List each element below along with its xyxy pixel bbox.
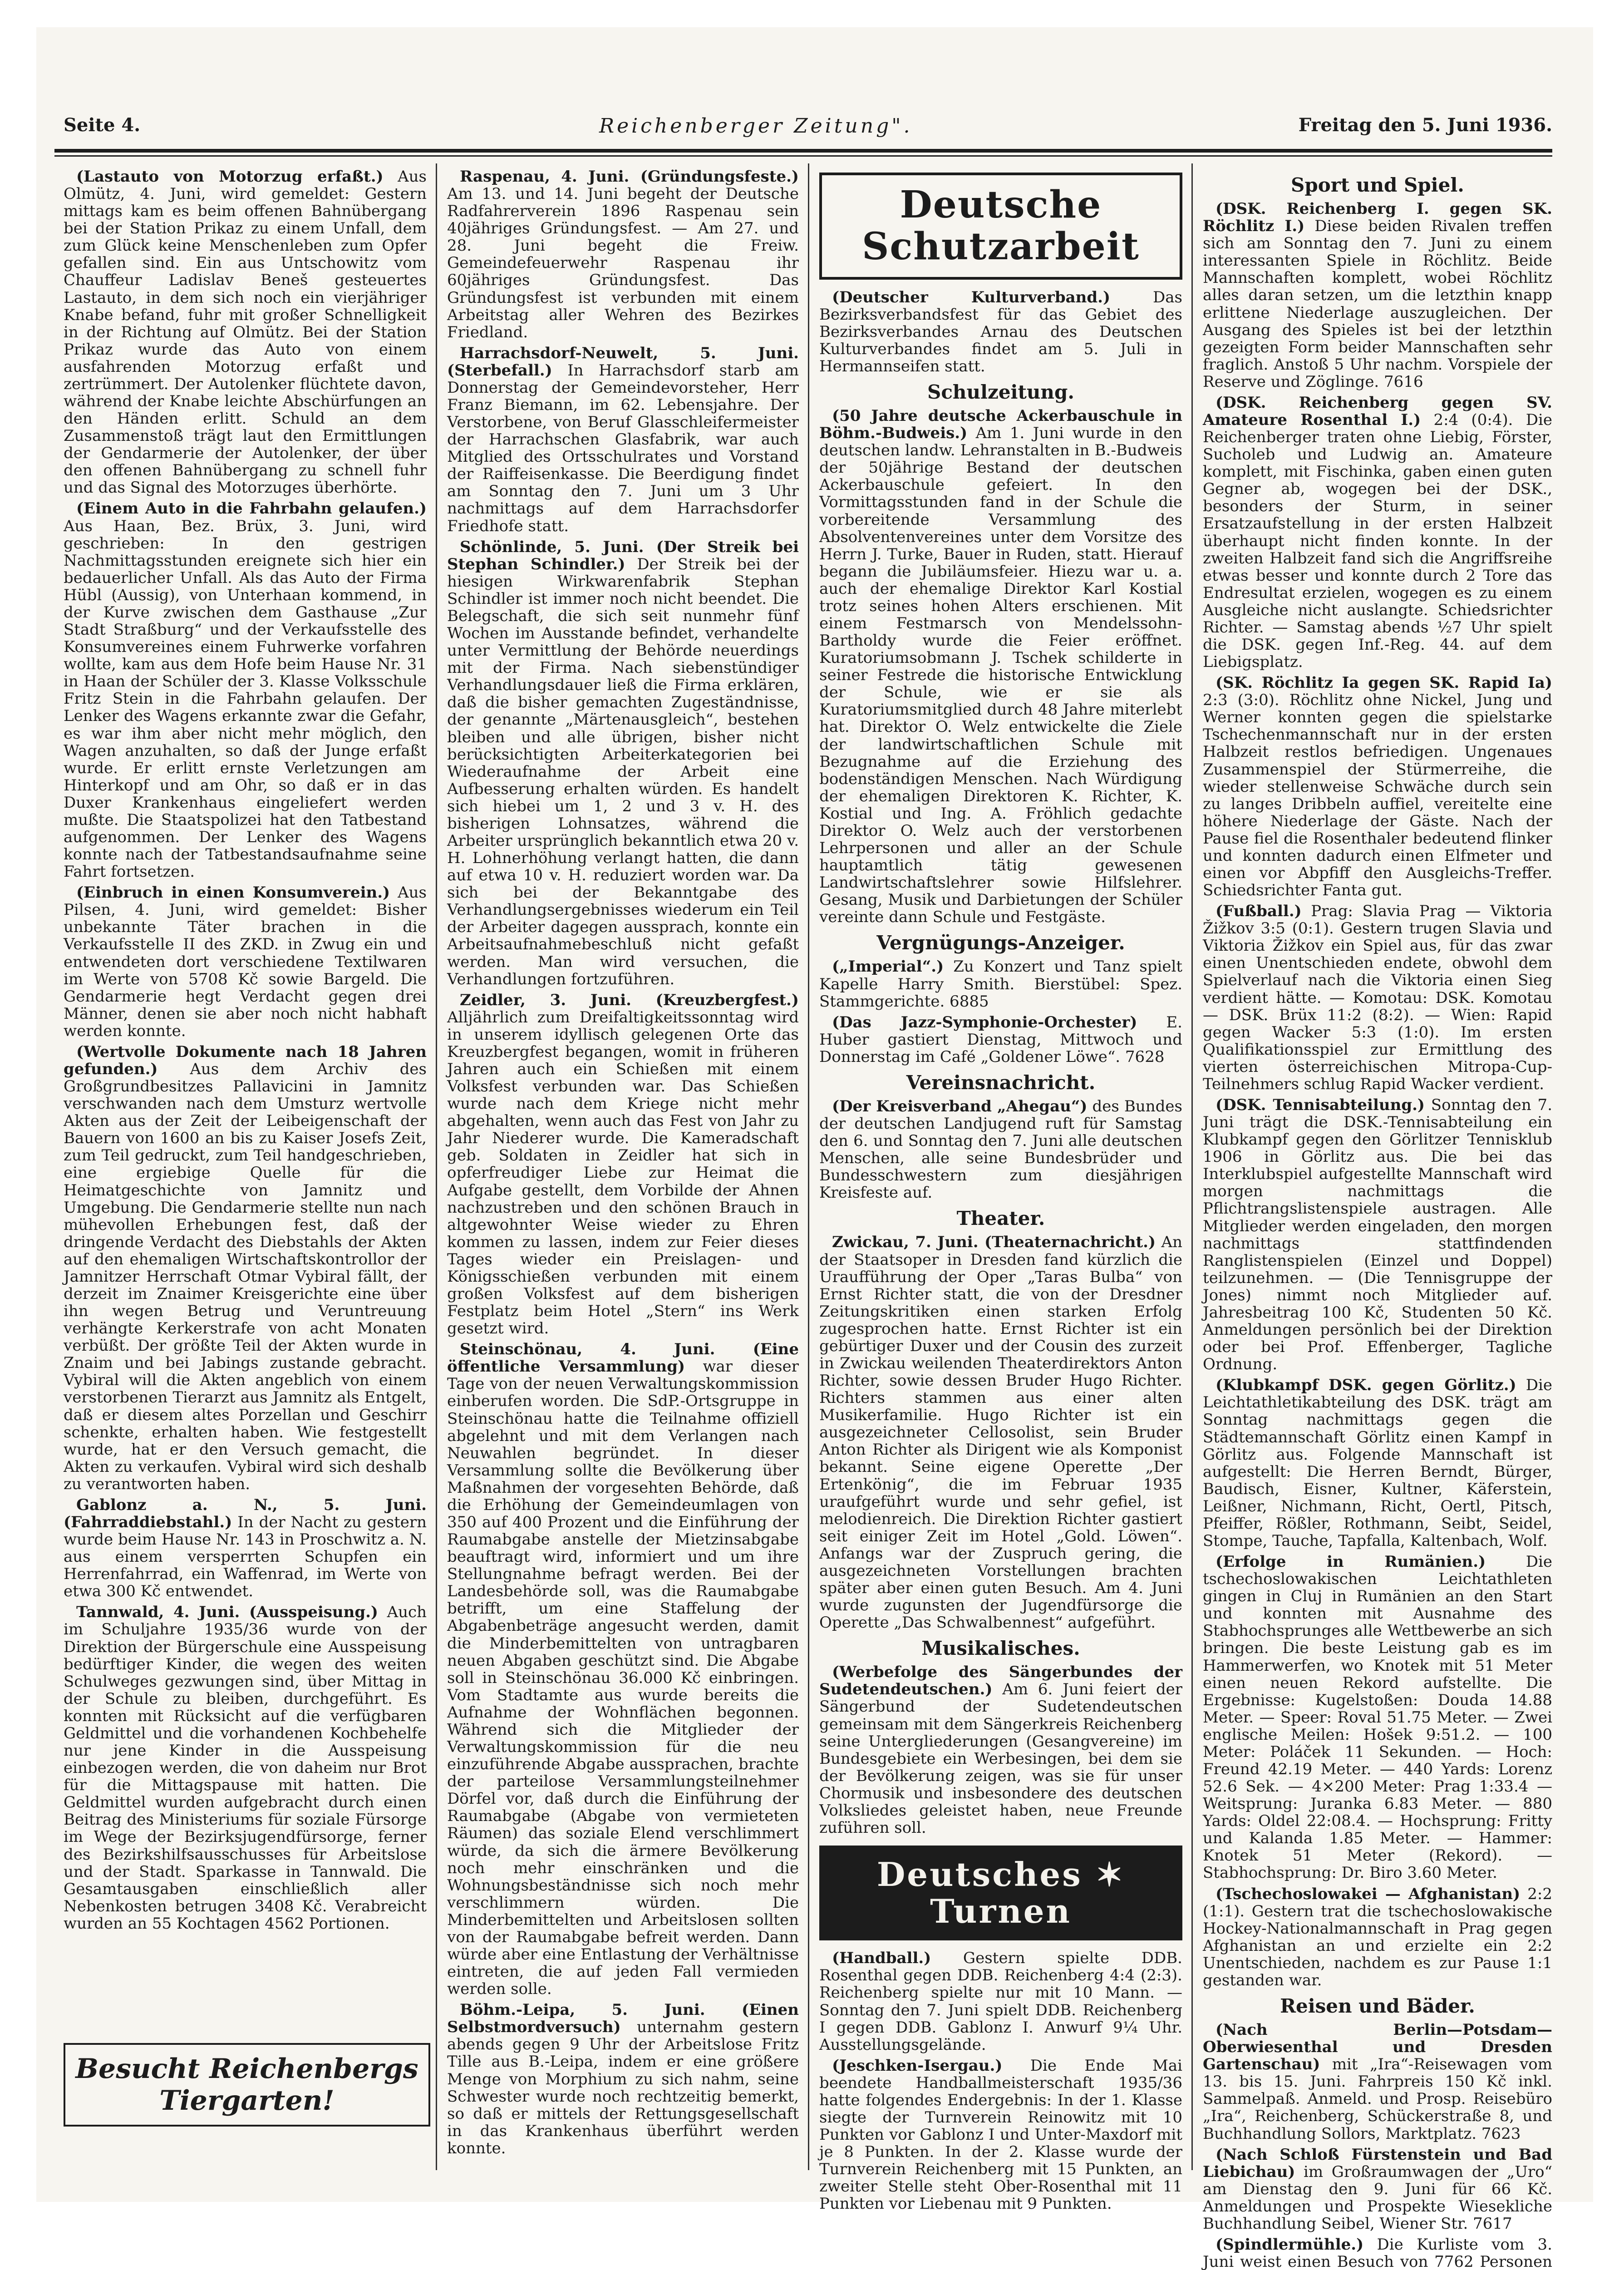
article-lead: (DSK. Reichenberg gegen SV. Amateure Rosenthal I.): [1203, 393, 1552, 429]
section-heading: Theater.: [956, 1207, 1045, 1230]
article-text: 2:3 (3:0). Röchlitz ohne Nickel, Jung und Werner konnten gegen die spielstarke Tschechenmannschaft nur in der ersten Halbzeit restlos befriedigen. Ungenaues Zusammenspiel der Stürmerreihe, die wieder stellenweise Schwäche durch sein zu langes Dribbeln auffiel, vereitelte eine höhere Niederlage der Gäste. Nach der Pause fiel die Rosenthaler bedeutend flinker und konnten dadurch einen Elfmeter und einen vor Abpfiff den Ausgleichs-Treffer. Schiedsrichter Fanta gut.: [1203, 691, 1552, 900]
article-lead: Gablonz a. N., 5. Juni. (Fahrraddiebstahl.): [64, 1495, 427, 1532]
article-lead: Raspenau, 4. Juni. (Gründungsfeste.): [460, 168, 799, 186]
section-heading: Schulzeitung.: [927, 381, 1074, 404]
article-text: Zu Konzert und Tanz spielt Kapelle Harry Smith. Bierstübel: Spez. Stammgerichte. 6885: [819, 957, 1182, 1011]
article-lead: (Einem Auto in die Fahrbahn gelaufen.): [76, 499, 427, 518]
article: [819, 1014, 1182, 1066]
article-text: Alljährlich zum Dreifaltigkeitssonntag wird in unserem idyllisch gelegenen Orte das Kreuzbergfest begangen, womit in früheren Jahren auch ein Schießen mit einem Volksfest verbunden war. Das Schießen wurde nach dem Kriege nicht mehr abgehalten, wenn auch das Fest von Jahr zu Jahr Niederer wurde. Die Kameradschaft geb. Soldaten in Zeidler hat sich in opferfreudiger Liebe zur Heimat die Aufgabe gestellt, dem Vorbilde der Ahnen nachzustreben und den schönen Brauch in altgewohnter Weise wieder zu Ehren kommen zu lassen, indem zur Feier dieses Tages wieder ein Preislagen- und Königsschießen verbunden mit einem großen Volksfest auf dem bisherigen Festplatz beim Hotel „Stern“ ins Werk gesetzt wird.: [447, 1008, 799, 1338]
turnen-banner: Deutsches ✶ Turnen: [819, 1846, 1182, 1940]
section-heading: Sport und Spiel.: [1291, 174, 1464, 196]
article: [64, 168, 427, 496]
article: [447, 2001, 799, 2157]
article-text: Die tschechoslowakischen Leichtathleten gingen in Cluj in Rumänien an den Start und konnten mit Ausnahme des Stabhochsprunges alle Wettbewerbe an sich bringen. Die beste Leistung gab es im Hammerwerfen, wo Knotek mit 51 Meter einen neuen Rekord aufstellte. Die Ergebnisse: Kugelstoßen: Douda 14.88 Meter. — Speer: Roval 51.75 Meter. — Zwei englische Meilen: Hošek 9:51.2. — 100 Meter: Poláček 11 Sekunden. — Hoch: Freund 42.19 Meter. — 440 Yards: Lorenz 52.6 Sek. — 4×200 Meter: Prag 1:33.4 — Weitsprung: Juranka 6.83 Meter. — 880 Yards: Oldel 22:08.4. — Hochsprung: Fritty und Kalanda 1.85 Meter. — Hammer: Knotek 51 Meter (Rekord). — Stabhochsprung: Dr. Biro 3.60 Meter.: [1203, 1553, 1553, 1882]
article-lead: (DSK. Tennisabteilung.): [1216, 1096, 1425, 1115]
article-text: In der Nacht zu gestern wurde beim Hause Nr. 143 in Proschwitz a. N. aus einem versperrten Schupfen ein Herrenfahrrad, ein Waffenrad, im Werte von etwa 300 Kč entwendet.: [64, 1513, 427, 1601]
article-text: war dieser Tage von der neuen Verwaltungskommission einberufen worden. Die SdP.-Ortsgruppe in Steinschönau hatte die Teilnahme offiziell abgelehnt und mit dem Verlangen nach Neuwahlen begründet. In dieser Versammlung sollte die Bevölkerung über Maßnahmen der vorgesehten Behörde, daß die Erhöhung der Gemeindeumlagen von 350 auf 400 Prozent und die Einführung der Raumabgabe anstelle der Mietzinsabgabe beauftragt wird, informiert und um ihre Stellungnahme befragt werden. Bei der Landesbehörde soll, was die Raumabgabe betrifft, um eine Staffelung der Abgabenbeträge angesucht werden, damit die Minderbemittelten von untragbaren neuen Abgaben geschützt sind. Die Abgabe soll in Steinschönau 36.000 Kč einbringen. Vom Stadtamte aus wurde bereits die Aufnahme der Wohnflächen begonnen. Während sich die Mitglieder der Verwaltungskommission für die neu einzuführende Abgabe aussprachen, brachte der parteilose Versammlungsteilnehmer Dörfel vor, daß durch die Einführung der Raumabgabe (Abgabe von vermieteten Räumen) das soziale Elend verschlimmert würde, da sich die ärmere Bevölkerung noch mehr einschränken und die Wohnungsbeständnisse sich noch mehr verschlimmern würden. Die Minderbemittelten und Arbeitslosen sollten von der Raumabgabe befreit werden. Dann würde aber eine Entlastung der Verhältnisse eintreten, die auf jeden Fall vermieden werden solle.: [447, 1357, 799, 1999]
article-lead: Zeidler, 3. Juni. (Kreuzbergfest.): [460, 991, 799, 1009]
article-text: Am 1. Juni wurde in den deutschen landw. Lehranstalten in B.-Budweis der 50jährige Bestand der deutschen Ackerbauschule gefeiert. In den Vormittagsstunden fand in der Schule die vorbereitende Versammlung des Absolventenvereines unter dem Vorsitze des Herrn J. Turke, Bauer in Ruden, statt. Hierauf begann die Jubiläumsfeier. Hiezu war u. a. auch der ehemalige Direktor Karl Kostial trotz seines hohen Alters erschienen. Mit einem Festmarsch von Mendelssohn-Bartholdy wurde die Feier eröffnet. Kuratoriumsobmann J. Tschek schilderte in seiner Festrede die historische Entwicklung der Schule, wie er sie als Kuratoriumsmitglied durch 48 Jahre miterlebt hat. Direktor O. Welz entwickelte die Ziele der landwirtschaftlichen Schule mit Bezugnahme auf die Erziehung des bodenständigen Menschen. Nach Würdigung der ehemaligen Direktoren K. Richter, K. Kostial und Ing. A. Fröhlich gedachte Direktor O. Welz auch der verstorbenen Lehrpersonen und aller an der Schule hauptamtlich tätig gewesenen Landwirtschaftslehrer sowie Hilfslehrer. Gesang, Musik und Darbietungen der Schüler vereinte dann Schule und Festgäste.: [819, 424, 1182, 927]
article-text: im Großraumwagen der „Uro“ am Dienstag den 9. Juni für 66 Kč. Anmeldungen und Prospekte Wiesekliche Buchhandlung Seibel, Wiener Str. 7617: [1203, 2162, 1552, 2233]
section-heading: Vergnügungs-Anzeiger.: [876, 932, 1125, 954]
article: [64, 884, 427, 1040]
article-text: Sonntag den 7. Juni trägt die DSK.-Tennisabteilung ein Klubkampf gegen den Görlitzer Tennisklub 1906 in Görlitz aus. Die bei das Interklubspiel aufgestellte Mannschaft wird morgen nachmittags die Pflichtrangslistenspiele austragen. Alle Mitglieder werden eingeladen, den morgen nachmittags stattfindenden Ranglistenspielen (Einzel und Doppel) teilzunehmen. — (Die Tennisgruppe der Jones) nimmt noch Mitglieder auf. Jahresbeitrag 100 Kč, Studenten 50 Kč. Anmeldungen persönlich bei der Direktion oder bei Prof. Effenberger, Tagliche Ordnung.: [1203, 1096, 1552, 1374]
tiergarten-banner: Besucht Reichenbergs Tiergarten!: [64, 2043, 430, 2127]
article-text: des Bundes der deutschen Landjugend ruft für Samstag den 6. und Sonntag den 7. Juni alle deutschen Menschen, alle seine Bundesbrüder und Bundesschwestern zum diesjährigen Kreisfeste auf.: [819, 1097, 1183, 1202]
article-lead: (Wertvolle Dokumente nach 18 Jahren gefunden.): [64, 1042, 427, 1078]
article: (Deutscher Kulturverband.) Das Bezirksverbandsfest für das Gebiet des Bezirksverbandes Arnau des Deutschen Kulturverbandes findet am 5. Juli in Hermannseifen statt.: [819, 288, 1183, 375]
article: [1203, 1377, 1552, 1550]
article-lead: Tannwald, 4. Juni. (Ausspeisung.): [76, 1603, 379, 1622]
article: [447, 345, 799, 535]
article-lead: (Tschechoslowakei — Afghanistan): [1216, 1885, 1521, 1903]
article-text: Am 13. und 14. Juni begeht der Deutsche Radfahrerverein 1896 Raspenau sein 40jähriges Gründungsfest. — Am 27. und 28. Juni begeht die Freiw. Gemeindefeuerwehr Raspenau ihr 60jähriges Gründungsfest. Das Gründungsfest ist verbunden mit einem Arbeitstag aller Wehren des Bezirkes Friedland.: [447, 185, 799, 341]
article: [1203, 2236, 1552, 2270]
article: [1203, 1553, 1552, 1881]
article-lead: (Fußball.): [1216, 902, 1302, 921]
page-number: Seite 4.: [64, 114, 141, 136]
article-text: 2:4 (0:4). Die Reichenberger traten ohne Liebig, Förster, Sucholeb und Ludwig an. Amateure komplett, mit Fischinka, gaben einen guten Gegner ab, wogegen bei der DSK., besonders der Sturm, in seiner Ersatzaufstellung in der ersten Halbzeit überhaupt nicht finden konnte. In der zweiten Halbzeit fand sich die Angriffsreihe etwas besser und konnte durch 2 Tore das Endresultat erzielen, wogegen es zu einem Ausgleiche nicht auslangte. Schiedsrichter Richter. — Samstag abends ½7 Uhr spielt die DSK. gegen Inf.-Reg. 44. auf dem Liebigsplatz.: [1203, 410, 1552, 671]
article: [1203, 394, 1552, 671]
article-lead: (Klubkampf DSK. gegen Görlitz.): [1216, 1376, 1516, 1395]
article: [819, 1234, 1182, 1631]
article-text: Der Streik bei der hiesigen Wirkwarenfabrik Stephan Schindler ist immer noch nicht beendet. Die Belegschaft, die sich seit nunmehr fünf Wochen im Ausstande befindet, verhandelte unter Vermittlung der Behörde neuerdings mit der Firma. Nach siebenstündiger Verhandlungsdauer ließ die Firma erklären, daß die bisher gemachten Zugeständnisse, der genannte „Märtenausgleich“, bestehen bleiben und alle übrigen, bisher nicht berücksichtigten Arbeiterkategorien bei Wiederaufnahme der Arbeit eine Aufbesserung erhalten würden. Es handelt sich hiebei um 1, 2 und 3 v. H. des bisherigen Lohnsatzes, während die Arbeiter ursprünglich bekanntlich etwa 20 v. H. Lohnerhöhung verlangt hatten, die dann auf etwa 10 v. H. reduziert worden war. Da sich bei der Bekanntgabe des Verhandlungsergebnisses wiederum ein Teil der Arbeiter dagegen aussprach, konnte ein Arbeitsaufnahmebeschluß nicht gefaßt werden. Man wird versuchen, die Verhandlungen fortzuführen.: [447, 555, 799, 988]
column-divider: [436, 163, 437, 2170]
article-text: Die Leichtathletikabteilung des DSK. trägt am Sonntag nachmittags gegen die Städtemannschaft Görlitz einen Kampf in Görlitz aus. Folgende Mannschaft ist aufgestellt: Die Herren Berndt, Bürger, Baudisch, Eisner, Kultner, Käferstein, Leißner, Nichmann, Richt, Oertl, Pitsch, Pfeiffer, Rößler, Rothmann, Seibt, Seidel, Stompe, Tauche, Tapfalla, Kaltenbach, Wolf.: [1203, 1376, 1553, 1550]
column-divider: [1191, 163, 1193, 2170]
section-heading: Vereinsnachricht.: [906, 1071, 1096, 1094]
column-divider: [808, 163, 809, 2170]
article-lead: (Das Jazz-Symphonie-Orchester): [832, 1013, 1137, 1031]
article-lead: (Handball.): [832, 1949, 931, 1968]
article: [819, 1098, 1182, 1201]
article-lead: („Imperial“.): [832, 957, 944, 976]
page-header: [54, 114, 1552, 146]
article: [447, 992, 799, 1337]
article-text: Aus Pilsen, 4. Juni, wird gemeldet: Bisher unbekannte Täter brachen in die Verkaufsstelle II des ZKD. in Zwug ein und entwendeten dort verschiedene Textilwaren im Werte von 5708 Kč sowie Bargeld. Die Gendarmerie hegt Verdacht gegen drei Männer, denen sie aber noch nicht habhaft werden konnte.: [64, 883, 427, 1040]
article-lead: (50 Jahre deutsche Ackerbauschule in Böhm.-Budweis.): [819, 407, 1182, 443]
article-lead: Böhm.-Leipa, 5. Juni. (Einen Selbstmordversuch): [447, 2001, 799, 2037]
article: [1203, 2021, 1552, 2142]
article-text: Die Kurliste vom 3. Juni weist einen Besuch von 7762 Personen: [1203, 2235, 1552, 2270]
article: [447, 168, 799, 341]
article: [1203, 1096, 1552, 1373]
column-1: [64, 168, 427, 2020]
article: [1203, 2146, 1552, 2232]
article-text: 2:2 (1:1). Gestern trat die tschechoslowakische Hockey-Nationalmannschaft in Prag gegen Afghanistan an und erzielte ein 2:2 Unentschieden, nachdem es zur Pause 1:1 gestanden war.: [1203, 1885, 1552, 1989]
article: [819, 1949, 1182, 2053]
article-text: In Harrachsdorf starb am Donnerstag der Gemeindevorsteher, Herr Franz Biemann, im 62. Lebensjahre. Der Verstorbene, von Beruf Glasschleifermeister der Harrachschen Glasfabrik, war auch Mitglied des Ortsschulrates und Vorstand der Raiffeisenkasse. Die Beerdigung findet am Sonntag den 7. Juni um 3 Uhr nachmittags auf dem Harrachsdorfer Friedhofe statt.: [447, 361, 799, 535]
article-lead: (SK. Röchlitz Ia gegen SK. Rapid Ia): [1216, 674, 1552, 692]
article-text: Gestern spielte DDB. Rosenthal gegen DDB. Reichenberg 4:4 (2:3). Reichenberg spielte nur mit 10 Mann. — Sonntag den 7. Juni spielt DDB. Reichenberg I gegen DDB. Gablonz I. Anwurf 9¼ Uhr. Ausstellungsgelände.: [819, 1949, 1182, 2054]
article-text: Am 6. Juni feiert der Sängerbund der Sudetendeutschen gemeinsam mit dem Sängerkreis Reichenberg seine Untergliederungen (Gesangvereine) im Bundesgebiete ein Werbesingen, bei dem sie der Bevölkerung zeigen, was sie für unser Chormusik und insbesondere des deutschen Volksliedes geleistet haben, neue Freunde zuführen soll.: [819, 1680, 1182, 1837]
column-2: [447, 168, 799, 2156]
article: [819, 407, 1182, 926]
article: [819, 958, 1182, 1010]
article: [64, 1043, 427, 1493]
article: [64, 500, 427, 880]
article-lead: Harrachsdorf-Neuwelt, 5. Juni. (Sterbefall.): [447, 344, 799, 380]
article-text: Diese beiden Rivalen treffen sich am Sonntag den 7. Juni zu einem interessanten Spiele in Röchlitz. Beide Mannschaften komplett, wobei Röchlitz alles daran setzen, um die letzthin knapp erlittene Niederlage auszugleichen. Der Ausgang des Spieles ist bei der letzthin gezeigten Form beider Mannschaften sehr fraglich. Anstoß 5 Uhr nachm. Vorspiele der Reserve und Zöglinge. 7616: [1203, 217, 1552, 391]
header-rule-thin: [54, 155, 1552, 157]
article: [64, 1604, 427, 1932]
article-text: E. Huber gastiert Dienstag, Mittwoch und Donnerstag im Café „Goldener Löwe“. 7628: [819, 1013, 1182, 1066]
article-lead: (Nach Schloß Fürstenstein und Bad Liebichau): [1203, 2145, 1552, 2181]
column-4: [1203, 168, 1553, 2270]
article-text: Aus dem Archiv des Großgrundbesitzes Pallavicini in Jamnitz verschwanden nach dem Umsturz wertvolle Akten aus der Zeit der Leibeigenschaft der Bauern von 1600 an bis zu Kaiser Josefs Zeit, zum Teil gedruckt, zum Teil handgeschrieben, eine ergiebige Quelle für die Heimatgeschichte von Jamnitz und Umgebung. Die Gendarmerie stellte nun nach mühevollen Erhebungen fest, daß der dringende Verdacht des Diebstahls der Akten auf den ehemaligen Wirtschaftskontrollor der Jamnitzer Herrschaft Otmar Vybiral fällt, der derzeit im Znaimer Kreisgerichte eine über ihn wegen Betrug und Veruntreuung verhängte Kerkerstrafe von acht Monaten verbüßt. Der größte Teil der Akten wurde in Znaim und bei Jabings zustande gebracht. Vybiral will die Akten angeblich von einem verstorbenen Tierarzt aus Jamnitz als Entgelt, daß er diesem altes Porzellan und Geschirr schenkte, erhalten haben. Wie festgestellt wurde, hat er den Versuch gemacht, die Akten zu verkaufen. Vybiral wird sich deshalb zu verantworten haben.: [64, 1060, 427, 1493]
article-lead: (Lastauto von Motorzug erfaßt.): [76, 168, 384, 186]
article-lead: Zwickau, 7. Juni. (Theaternachricht.): [832, 1233, 1156, 1252]
article-lead: (Erfolge in Rumänien.): [1216, 1553, 1486, 1571]
article: [1203, 200, 1552, 390]
article-lead: (Der Kreisverband „Ahegau“): [832, 1097, 1088, 1115]
article-text: Aus Haan, Bez. Brüx, 3. Juni, wird geschrieben: In den gestrigen Nachmittagsstunden ereignete sich hier ein bedauerlicher Unfall. Als das Auto der Firma Hübl (Aussig), von Unterhaan kommend, in der Kurve zwischen dem Gasthause „Zur Stadt Straßburg“ und der Verkaufsstelle des Konsumvereines einem Fuhrwerke vorfahren wollte, kam aus dem Hofe beim Hause Nr. 31 in Haan der Schüler der 3. Klasse Volksschule Fritz Stein in die Fahrbahn gelaufen. Der Lenker des Wagens erkannte zwar die Gefahr, es war ihm aber nicht mehr möglich, den Wagen anzuhalten, so daß der Junge erfaßt wurde. Er erlitt ernste Verletzungen am Hinterkopf und am Ohr, so daß er in das Duxer Krankenhaus eingeliefert werden mußte. Die Staatspolizei hat den Tatbestand aufgenommen. Der Lenker des Wagens konnte nach der Tatbestandsaufnahme seine Fahrt fortsetzen.: [64, 517, 427, 881]
article: [64, 1496, 427, 1600]
article-lead: (Spindlermühle.): [1216, 2235, 1364, 2254]
article: [447, 538, 799, 988]
article-text: mit „Ira“-Reisewagen vom 13. bis 15. Juni. Fahrpreis 150 Kč inkl. Sammelpaß. Anmeld. und Prosp. Reisebüro „Ira“, Reichenberg, Schückerstraße 8, und Buchhandlung Sollors, Marktplatz. 7623: [1203, 2055, 1552, 2143]
article: [819, 2057, 1182, 2213]
article-lead: (DSK. Reichenberg I. gegen SK. Röchlitz I.): [1203, 200, 1552, 236]
article-text: unternahm gestern abends gegen 9 Uhr der Arbeitslose Fritz Tille aus B.-Leipa, indem er eine größere Menge von Morphium zu sich nahm, seine Schwester wurde noch rechtzeitig bemerkt, so daß er mittels der Rettungsgesellschaft in das Krankenhaus überführt werden konnte.: [447, 2018, 799, 2157]
article-lead: (Jeschken-Isergau.): [832, 2056, 1003, 2075]
article-lead: (Einbruch in einen Konsumverein.): [76, 883, 390, 902]
section-heading: Musikalisches.: [921, 1637, 1080, 1660]
article: [1203, 1885, 1552, 1989]
article-text: Aus Olmütz, 4. Juni, wird gemeldet: Gestern mittags kam es beim offenen Bahnübergang bei der Station Prikaz zu einem Unfall, dem zum Glück keine Menschenleben zum Opfer gefallen sind. Ein aus Untschowitz vom Chauffeur Ladislav Beneš gesteuertes Lastauto, in dem sich noch ein vierjähriger Knabe befand, fuhr mit großer Schnelligkeit in der Richtung auf Olmütz. Bei der Station Prikaz wurde das Auto von einem ausfahrenden Motorzug erfaßt und zertrümmert. Der Autolenker flüchtete davon, während der Knabe leichte Abschürfungen an den Händen erlitt. Schuld an dem Zusammenstoß trägt laut den Ermittlungen der Gendarmerie der Autolenker, der über den offenen Bahnübergang zu schnell fuhr und das Signal des Motorzuges überhörte.: [64, 168, 427, 497]
newspaper-title: Reichenberger Zeitung".: [599, 114, 913, 138]
article-lead: (Werbefolge des Sängerbundes der Sudetendeutschen.): [819, 1663, 1182, 1699]
section-heading: Reisen und Bäder.: [1280, 1995, 1475, 2017]
article-text: Die Ende Mai beendete Handballmeisterschaft 1935/36 hatte folgendes Endergebnis: In der 1. Klasse siegte der Turnverein Reinowitz mit 10 Punkten vor Gablonz I und Unter-Maxdorf mit je 8 Punkten. In der 2. Klasse wurde der Turnverein Reichenberg mit 15 Punkten, an zweiter Stelle steht Ober-Rosenthal mit 11 Punkten vor Liebenau mit 9 Punkten.: [819, 2056, 1182, 2213]
article-lead: Schönlinde, 5. Juni. (Der Streik bei Stephan Schindler.): [447, 538, 799, 573]
article: [819, 1663, 1182, 1836]
issue-date: Freitag den 5. Juni 1936.: [1298, 114, 1552, 136]
article-lead: Steinschönau, 4. Juni. (Eine öffentliche Versammlung): [447, 1340, 799, 1376]
article: [1203, 674, 1552, 899]
schutzarbeit-banner: Deutsche Schutzarbeit: [819, 173, 1182, 280]
article-text: An der Staatsoper in Dresden fand kürzlich die Uraufführung der Oper „Taras Bulba“ von Ernst Richter statt, die von der Dresdner Zeitungskritiken einen starken Erfolg zugesprochen hatte. Ernst Richter ist ein gebürtiger Duxer und der Cousin des zurzeit in Zwickau weilenden Theaterdirektors Anton Richter, sowie dessen Bruder Hugo Richter. Richters stammen aus einer alten Musikerfamilie. Hugo Richter ist ein ausgezeichneter Cellosolist, sein Bruder Anton Richter als Dirigent wie als Komponist bekannt. Seine eigene Operette „Der Ertenkönig“, die im Februar 1935 uraufgeführt wurde und sehr gefiel, ist melodienreich. Die Direktion Richter gastiert seit einiger Zeit im Hotel „Gold. Löwen“. Anfangs war der Zuspruch gering, die ausgezeichneten Vorstellungen brachten später aber einen guten Besuch. Am 4. Juni wurde zugunsten der Jugendfürsorge die Operette „Das Schwalbennest“ aufgeführt.: [819, 1233, 1182, 1632]
article: [1203, 903, 1552, 1093]
column-3: [819, 168, 1183, 2213]
header-rule: [54, 149, 1552, 153]
article: [447, 1341, 799, 1998]
article-lead: (Nach Berlin—Potsdam—Oberwiesenthal und Dresden Gartenschau): [1203, 2021, 1552, 2074]
article-text: Auch im Schuljahre 1935/36 wurde von der Direktion der Bürgerschule eine Ausspeisung bedürftiger Kinder, die wegen des weiten Schulweges gezwungen sind, über Mittag in der Schule zu bleiben, durchgeführt. Es konnten mit Rücksicht auf die verfügbaren Geldmittel und die vorhandenen Kochbehelfe nur jene Kinder in die Ausspeisung einbezogen werden, die von daheim nur Brot für die Mittagspause mit hatten. Die Geldmittel wurden aufgebracht durch einen Beitrag des Ministeriums für soziale Fürsorge im Wege der Bezirksjugendfürsorge, ferner des Bezirkshilfsausschusses für Arbeitslose und der Stadt. Sparkasse in Tannwald. Die Gesamtausgaben einschließlich aller Nebenkosten betrugen 3408 Kč. Verabreicht wurden an 55 Kochtagen 4562 Portionen.: [64, 1603, 427, 1933]
article-text: Prag: Slavia Prag — Viktoria Žižkov 3:5 (0:1). Gestern trugen Slavia und Viktoria Žižkov ein Spiel aus, für das zwar einen Unentschieden endete, obwohl dem Spielverlauf nach die Viktoria einen Sieg verdient hätte. — Komotau: DSK. Komotau — DSK. Brüx 11:2 (8:2). — Wien: Rapid gegen Wacker 5:3 (1:0). Im ersten Qualifikationsspiel zur Ermittlung des vierten österreichischen Mitropa-Cup-Teilnehmers schlug Rapid Wacker verdient.: [1203, 902, 1552, 1093]
